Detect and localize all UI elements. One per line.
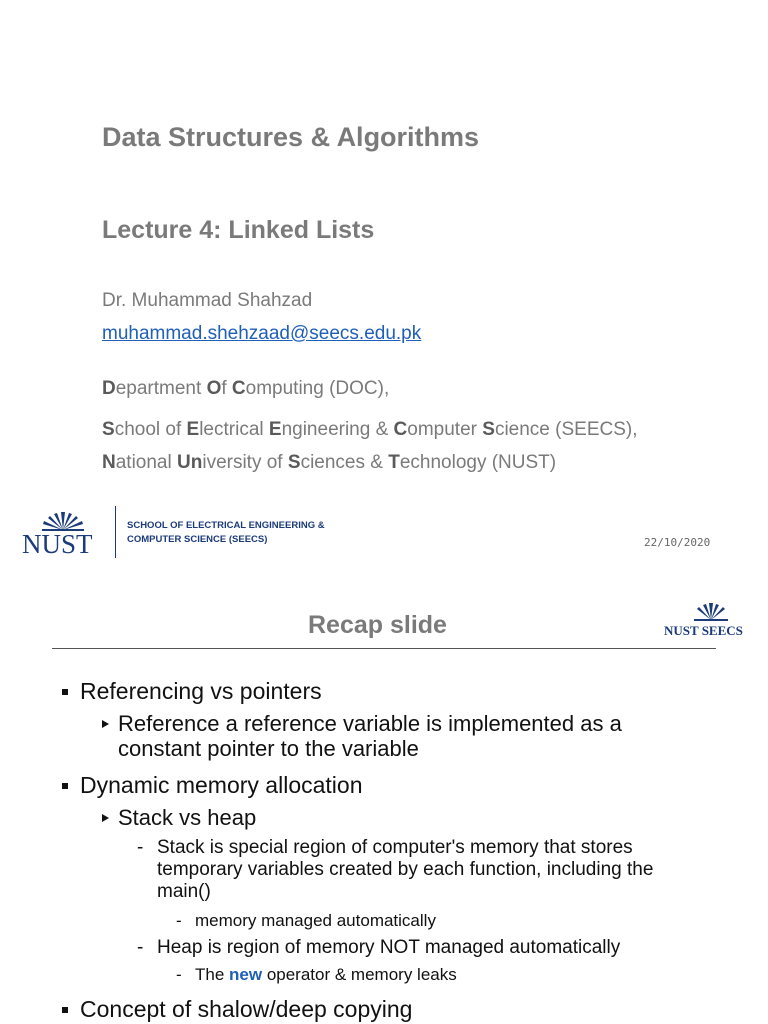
slide-title: Data Structures & Algorithms [102,122,480,152]
school-name: SCHOOL OF ELECTRICAL ENGINEERING & COMPUTER SCIENCE (SEECS) [127,520,325,545]
recap-slide-title: Recap slide [308,611,447,639]
bullet-arrow-icon [102,720,109,728]
slide-date: 22/10/2020 [644,536,711,549]
dash-icon: - [176,965,182,984]
dash-icon: - [137,837,144,858]
bullet-shallow-deep-copy: Concept of shalow/deep copying [80,996,413,1022]
affiliation-university: National University of Sciences & Technology (NUST) [102,452,557,473]
dash-icon: - [176,911,182,930]
logo-divider [115,506,116,558]
nust-logo-text: NUST [22,529,93,559]
bullet-arrow-icon [102,814,109,822]
heap-new-operator-note: The new operator & memory leaks [195,965,457,984]
author-email-link[interactable]: muhammad.shehzaad@seecs.edu.pk [102,323,422,344]
affiliation-department: Department Of Computing (DOC), [102,378,390,399]
sub-bullet-stack-vs-heap: Stack vs heap [118,805,257,830]
bullet-dynamic-memory: Dynamic memory allocation [80,772,363,798]
nust-seecs-logo-text: NUST SEECS [664,623,743,638]
sub-bullet-reference: Reference a reference variable is implemented as a constant pointer to the variable [118,711,622,761]
lecture-subtitle: Lecture 4: Linked Lists [102,216,375,244]
bullet-square-icon [62,783,68,789]
bullet-referencing: Referencing vs pointers [80,678,322,704]
stack-description: Stack is special region of computer's memory that stores temporary variables created by each function, including the main() [157,837,654,902]
stack-managed-note: memory managed automatically [195,911,436,930]
affiliation-school: School of Electrical Engineering & Computer Science (SEECS), [102,419,638,440]
dash-icon: - [137,937,144,958]
bullet-square-icon [62,1007,68,1013]
title-divider [52,648,716,649]
heap-description: Heap is region of memory NOT managed automatically [157,937,621,958]
nust-seecs-emblem-icon [692,600,730,622]
author-name: Dr. Muhammad Shahzad [102,290,313,311]
bullet-square-icon [62,689,68,695]
